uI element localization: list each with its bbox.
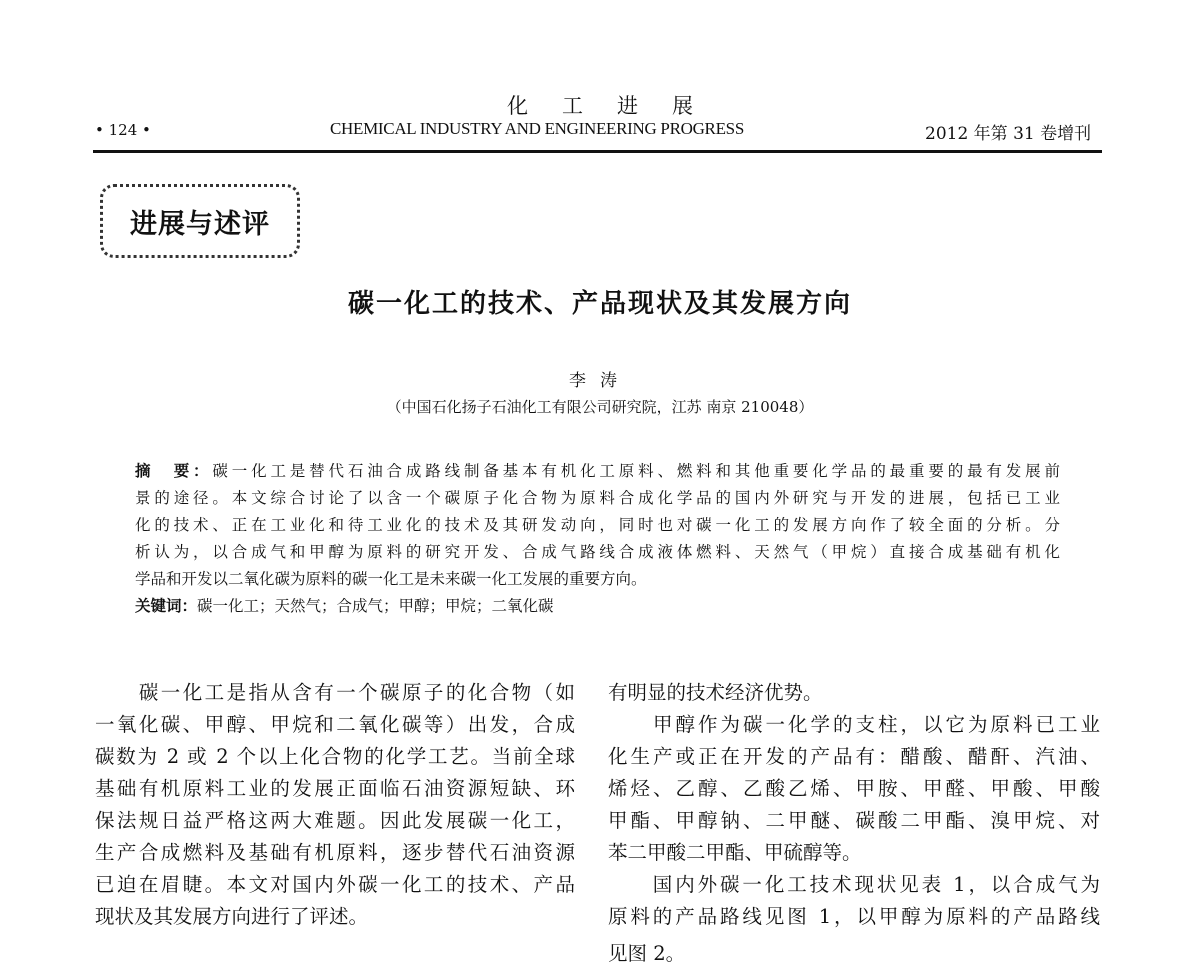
body-line: 有明显的技术经济优势。 <box>608 681 823 704</box>
journal-title-cn: 化工进展 <box>507 94 727 118</box>
abstract-label: 摘 要： <box>135 462 213 480</box>
author: 李涛 <box>569 371 631 391</box>
section-badge-label: 进展与述评 <box>130 208 270 240</box>
body-line: 现状及其发展方向进行了评述。 <box>95 905 369 928</box>
body-line: 保法规日益严格这两大难题。因此发展碳一化工， <box>95 809 575 832</box>
body-line: 生产合成燃料及基础有机原料，逐步替代石油资源 <box>95 841 575 864</box>
affiliation: （中国石化扬子石油化工有限公司研究院，江苏 南京 210048） <box>386 398 814 416</box>
header-rule <box>93 150 1102 153</box>
body-line: 见图 2。 <box>608 942 686 965</box>
section-badge <box>100 184 300 258</box>
body-line: 已迫在眉睫。本文对国内外碳一化工的技术、产品 <box>95 873 575 896</box>
keywords-label: 关键词： <box>135 597 198 615</box>
body-line: 原料的产品路线见图 1，以甲醇为原料的产品路线 <box>608 905 1100 928</box>
body-line: 碳数为 2 或 2 个以上化合物的化学工艺。当前全球 <box>95 745 575 768</box>
body-line: 一氧化碳、甲醇、甲烷和二氧化碳等）出发，合成 <box>95 713 575 736</box>
article-title: 碳一化工的技术、产品现状及其发展方向 <box>347 289 852 319</box>
abstract-line: 景的途径。本文综合讨论了以含一个碳原子化合物为原料合成化学品的国内外研究与开发的进展，包括已工业 <box>135 489 1060 507</box>
body-line: 苯二甲酸二甲酯、甲硫醇等。 <box>608 841 862 864</box>
abstract-line: 摘 要：碳一化工是替代石油合成路线制备基本有机化工原料、燃料和其他重要化学品的最重要的最有发展前 <box>135 462 1060 480</box>
body-line: 基础有机原料工业的发展正面临石油资源短缺、环 <box>95 777 575 800</box>
body-line: 甲酯、甲醇钠、二甲醚、碳酸二甲酯、溴甲烷、对 <box>608 809 1100 832</box>
body-line: 国内外碳一化工技术现状见表 1，以合成气为 <box>608 873 1100 896</box>
body-line: 烯烃、乙醇、乙酸乙烯、甲胺、甲醛、甲酸、甲酸 <box>608 777 1100 800</box>
page-number: • 124 • <box>95 121 151 139</box>
body-line: 碳一化工是指从含有一个碳原子的化合物（如 <box>95 681 575 704</box>
body-line: 化生产或正在开发的产品有：醋酸、醋酐、汽油、 <box>608 745 1100 768</box>
abstract-line: 化的技术、正在工业化和待工业化的技术及其研发动向，同时也对碳一化工的发展方向作了较全面的分析。分 <box>135 516 1060 534</box>
abstract-line: 学品和开发以二氧化碳为原料的碳一化工是未来碳一化工发展的重要方向。 <box>135 570 647 588</box>
keywords: 关键词：碳一化工；天然气；合成气；甲醇；甲烷；二氧化碳 <box>135 597 554 615</box>
abstract-line: 析认为，以合成气和甲醇为原料的研究开发、合成气路线合成液体燃料、天然气（甲烷）直接合成基础有机化 <box>135 543 1060 561</box>
journal-title-en: CHEMICAL INDUSTRY AND ENGINEERING PROGRESS <box>330 119 744 138</box>
issue-info: 2012 年第 31 卷增刊 <box>925 124 1092 144</box>
body-line: 甲醇作为碳一化学的支柱，以它为原料已工业 <box>608 713 1100 736</box>
